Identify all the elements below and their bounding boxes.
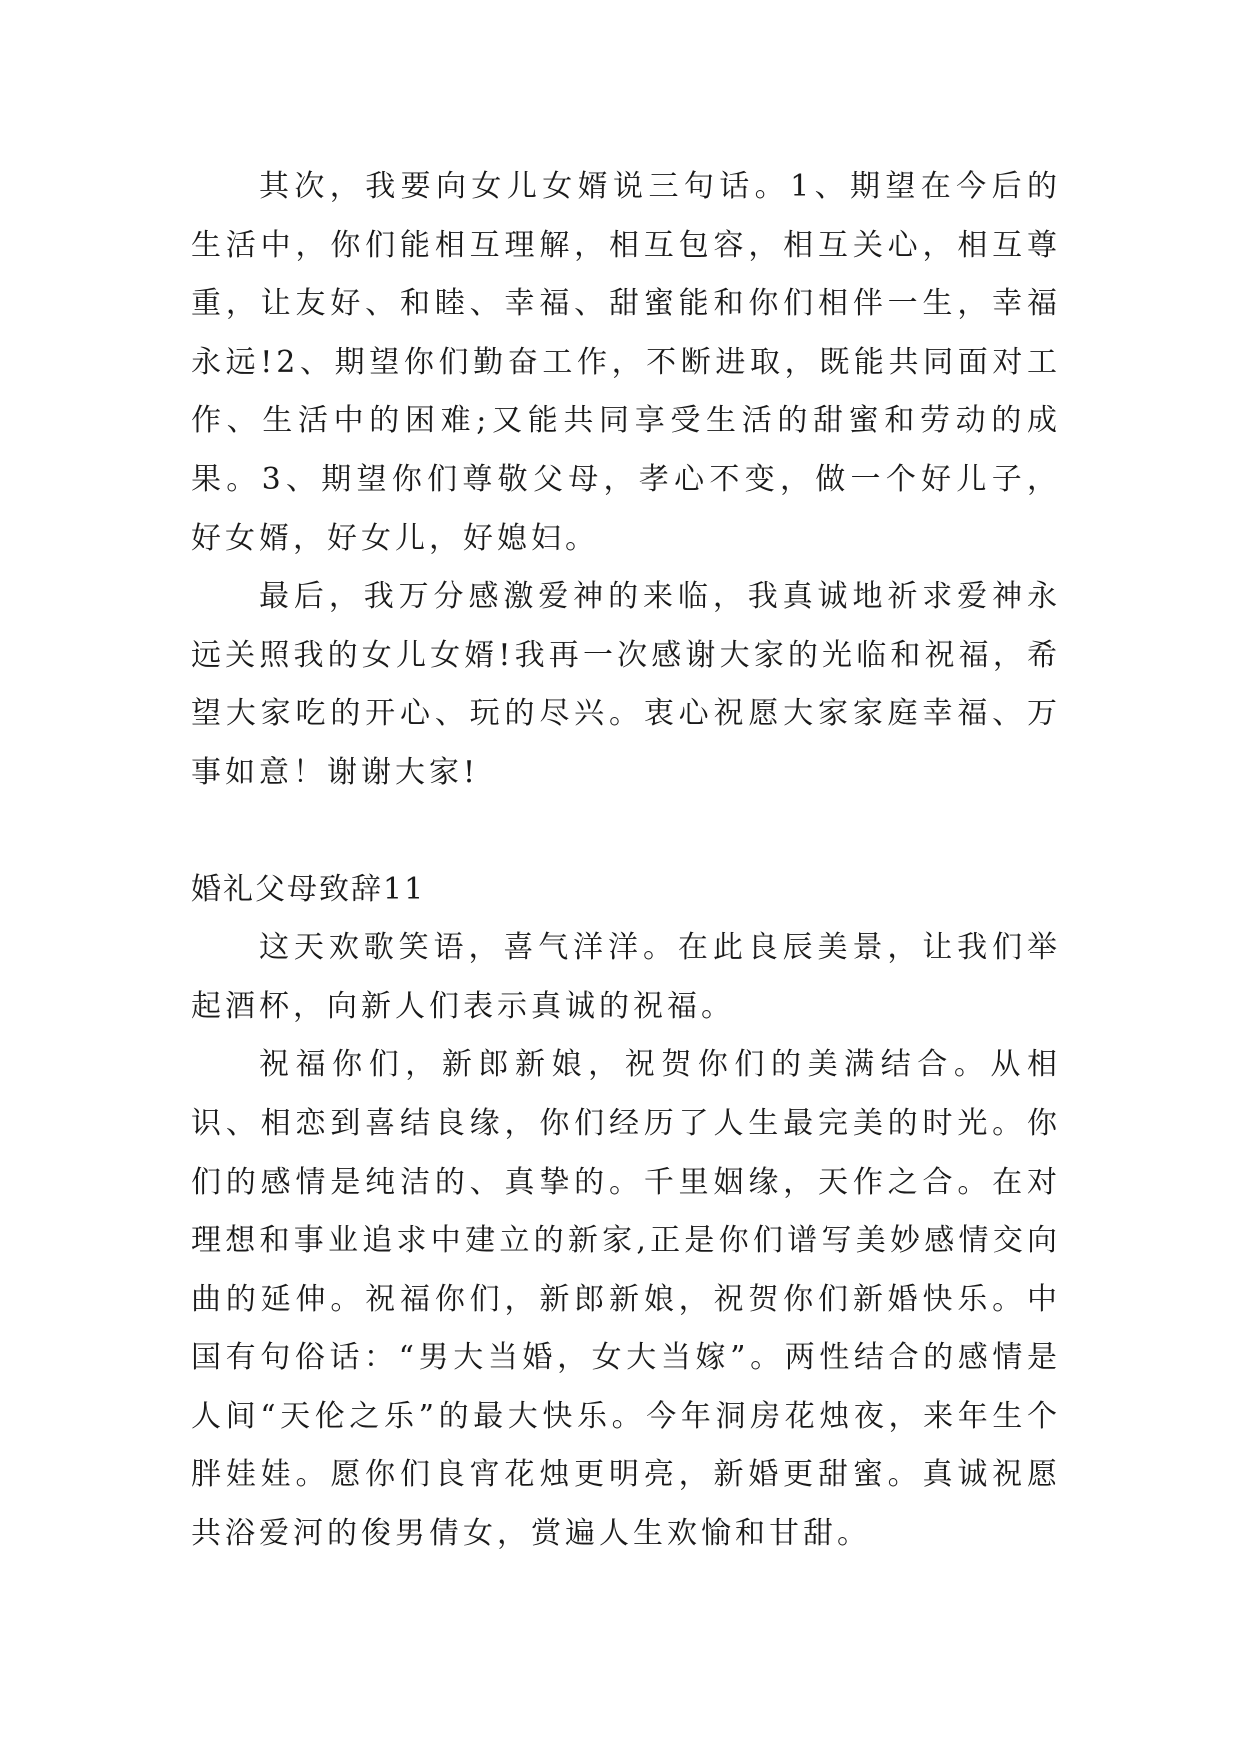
document-body: [191, 158, 1061, 1564]
paragraph-blessing: 祝福你们，新郎新娘，祝贺你们的美满结合。从相识、相恋到喜结良缘，你们经历了人生最完美的时光。你们的感情是纯洁的、真挚的。千里姻缘，天作之合。在对理想和事业追求中建立的新家,正是你们谱写美妙感情交向曲的延伸。祝福你们，新郎新娘，祝贺你们新婚快乐。中国有句俗话：“男大当婚，女大当嫁”。两性结合的感情是人间“天伦之乐”的最大快乐。今年洞房花烛夜，来年生个胖娃娃。愿你们良宵花烛更明亮，新婚更甜蜜。真诚祝愿共浴爱河的俊男倩女，赏遍人生欢愉和甘甜。: [191, 1047, 1061, 1552]
section-spacer: [191, 803, 1061, 861]
paragraph-toast: 这天欢歌笑语，喜气洋洋。在此良辰美景，让我们举起酒杯，向新人们表示真诚的祝福。: [191, 930, 1061, 1024]
paragraph-closing-thanks: 最后，我万分感激爱神的来临，我真诚地祈求爱神永远关照我的女儿女婿!我再一次感谢大家的光临和祝福，希望大家吃的开心、玩的尽兴。衷心祝愿大家家庭幸福、万事如意！谢谢大家!: [191, 579, 1061, 790]
paragraph-three-wishes: 其次，我要向女儿女婿说三句话。1、期望在今后的生活中，你们能相互理解，相互包容，相互关心，相互尊重，让友好、和睦、幸福、甜蜜能和你们相伴一生，幸福永远!2、期望你们勤奋工作，不断进取，既能共同面对工作、生活中的困难;又能共同享受生活的甜蜜和劳动的成果。3、期望你们尊敬父母，孝心不变，做一个好儿子，好女婿，好女儿，好媳妇。: [191, 169, 1061, 556]
section-heading: 婚礼父母致辞11: [191, 871, 426, 907]
